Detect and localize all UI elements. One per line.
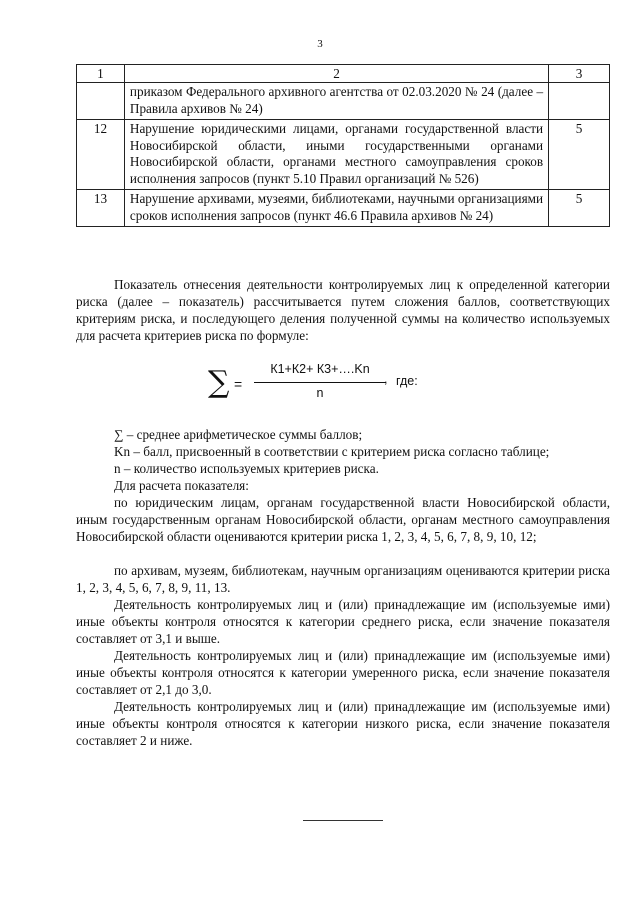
row-number-cell: 12 [77,120,125,190]
table-header-row [77,65,610,83]
row-text-cell: Нарушение архивами, музеями, библиотеками, научными организациями сроков исполнения запросов (пункт 46.6 Правила архивов № 24) [124,190,548,227]
category-moderate-risk: Деятельность контролируемых лиц и (или) принадлежащие им (используемые ими) иные объекты контроля относятся к категории умеренного риска, если значение показателя составляет от 2,1 до 3,0. [76,648,610,697]
criteria-legal-entities: по юридическим лицам, органам государственной власти Новосибирской области, иным государственным органам Новосибирской области, органам местного самоуправления Новосибирской области оцениваются критерии риска 1, 2, 3, 4, 5, 6, 7, 8, 9, 10, 12; [76,495,610,544]
row-number-cell [77,83,125,120]
table-header-cell: 2 [124,65,548,83]
page-number: 3 [317,38,323,50]
formula-where: где: [396,374,418,388]
legend-n: n – количество используемых критериев риска. [114,461,379,476]
row-number-cell: 13 [77,190,125,227]
risk-formula [208,362,468,412]
equals-sign: = [234,376,243,392]
table-header-cell: 3 [549,65,610,83]
category-low-risk: Деятельность контролируемых лиц и (или) принадлежащие им (используемые ими) иные объекты контроля относятся к категории низкого риска, если значение показателя составляет 2 и ниже. [76,699,610,748]
formula-comma: , [384,372,388,386]
closing-rule [303,820,383,821]
row-score-cell: 5 [549,190,610,227]
intro-paragraph: Показатель отнесения деятельности контролируемых лиц к определенной категории риска (далее – показатель) рассчитывается путем сложения баллов, соответствующих критериям риска, и последующего деления полученной суммы на количество используемых для расчета критериев риска по формуле: [76,277,610,343]
category-medium-risk: Деятельность контролируемых лиц и (или) принадлежащие им (используемые ими) иные объекты контроля относятся к категории среднего риска, если значение показателя составляет от 3,1 и выше. [76,597,610,646]
formula-numerator: К1+К2+ К3+….Kn [270,362,370,376]
row-text-cell: Нарушение юридическими лицами, органами государственной власти Новосибирской области, иными государственными органами Новосибирской области, органами местного самоуправления сроков исполнения запросов (пункт 5.10 Правил организаций № 526) [124,120,548,190]
fraction-line [254,382,386,383]
row-score-cell [549,83,610,120]
criteria-archives: по архивам, музеям, библиотекам, научным организациям оцениваются критерии риска 1, 2, 3, 4, 5, 6, 7, 8, 9, 11, 13. [76,563,610,595]
table-header-cell: 1 [77,65,125,83]
table-row [77,120,610,190]
table-row [77,83,610,120]
legend-sigma: ∑ – среднее арифметическое суммы баллов; [114,427,363,442]
formula-denominator: n [316,386,324,400]
table-row [77,190,610,227]
row-text-cell: приказом Федерального архивного агентства от 02.03.2020 № 24 (далее – Правила архивов № 24) [124,83,548,120]
sigma-symbol: ∑ [208,365,230,400]
legend-kn: Kn – балл, присвоенный в соответствии с критерием риска согласно таблице; [114,444,550,459]
row-score-cell: 5 [549,120,610,190]
calc-intro: Для расчета показателя: [114,478,249,493]
risk-criteria-table [76,64,610,227]
